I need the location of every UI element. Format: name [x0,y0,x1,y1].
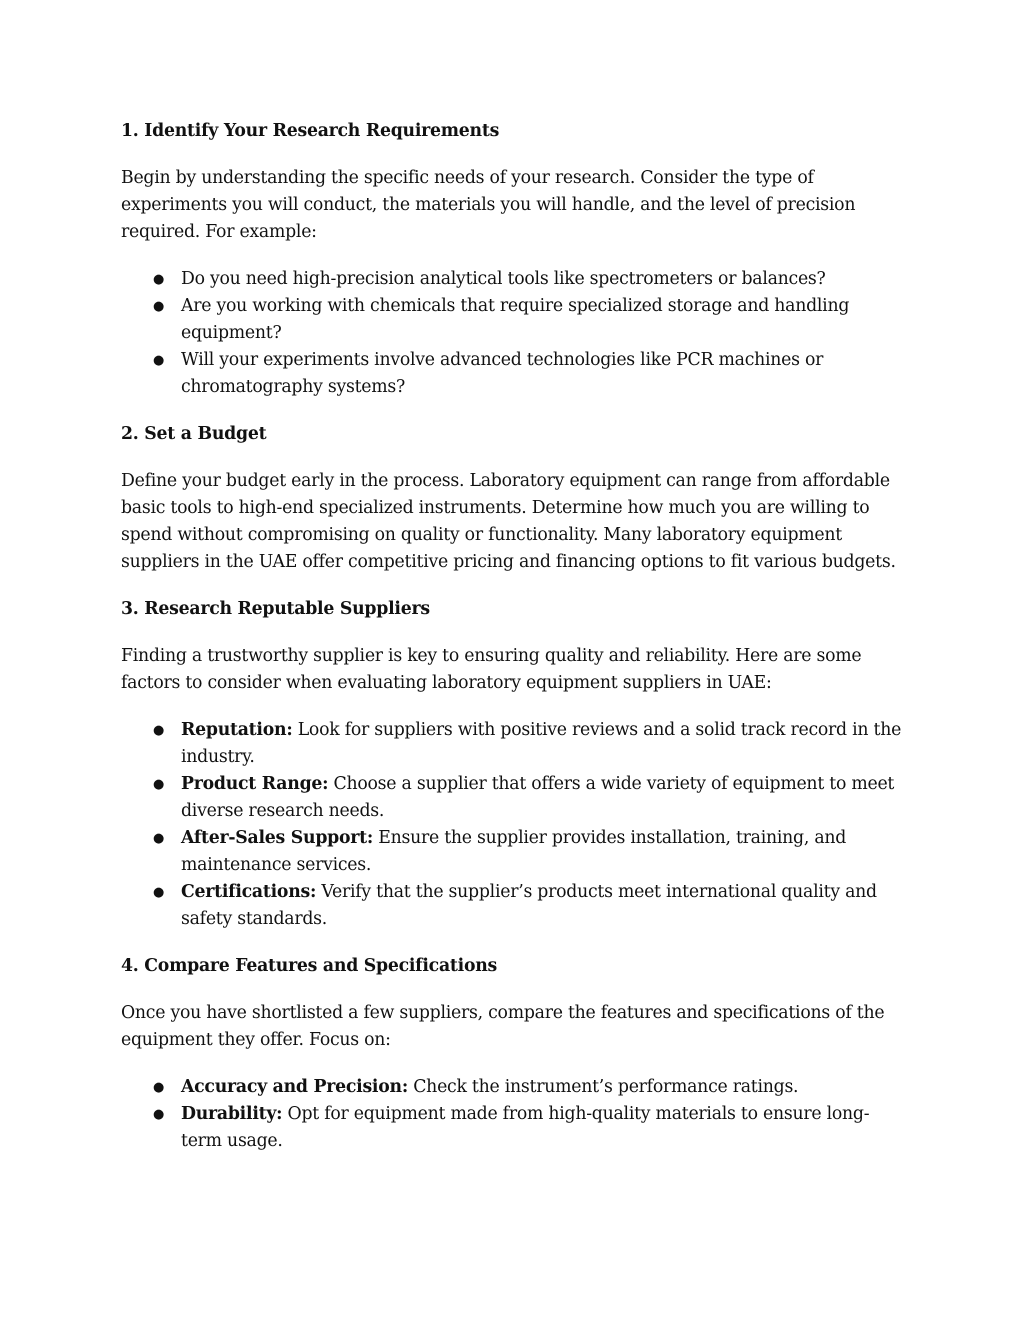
list-item-label: Certifications: [181,882,317,902]
section-paragraph: Begin by understanding the specific needs of your research. Consider the type of experiments you will conduct, the materials you will handle, and the level of precision required. For example: [121,168,856,242]
section-paragraph: Finding a trustworthy supplier is key to ensuring quality and reliability. Here are some factors to consider when evaluating laboratory equipment suppliers in UAE: [121,646,862,693]
bullet-icon: ● [153,885,165,900]
section-set-budget [121,421,906,576]
list-item-label: Product Range: [181,774,329,794]
bullet-icon: ● [153,723,165,738]
list-item-text: Will your experiments involve advanced technologies like PCR machines or chromatography systems? [181,350,824,397]
section-research-suppliers [121,596,906,933]
list-item-label: After-Sales Support: [181,828,373,848]
list-item [121,879,906,933]
list-item [121,717,906,771]
list-item [121,771,906,825]
section-compare-features [121,953,906,1155]
bullet-list [121,1074,906,1155]
list-item-text: Are you working with chemicals that require specialized storage and handling equipment? [181,296,850,343]
bullet-icon: ● [153,777,165,792]
list-item [121,266,906,293]
list-item-text: Choose a supplier that offers a wide variety of equipment to meet diverse research needs. [181,774,895,821]
bullet-icon: ● [153,1080,165,1095]
bullet-icon: ● [153,831,165,846]
section-heading: 1. Identify Your Research Requirements [121,121,500,141]
bullet-icon: ● [153,353,165,368]
list-item [121,825,906,879]
section-heading: 2. Set a Budget [121,424,267,444]
list-item-label: Reputation: [181,720,293,740]
bullet-icon: ● [153,1107,165,1122]
document-body [121,118,906,1175]
list-item-text: Verify that the supplier’s products meet international quality and safety standards. [181,882,877,929]
list-item [121,1101,906,1155]
list-item-text: Do you need high-precision analytical tools like spectrometers or balances? [181,269,826,289]
list-item-text: Check the instrument’s performance ratings. [407,1077,799,1097]
list-item-text: Opt for equipment made from high-quality materials to ensure long-term usage. [181,1104,870,1151]
list-item [121,347,906,401]
list-item-label: Durability: [181,1104,283,1124]
list-item [121,293,906,347]
section-heading: 4. Compare Features and Specifications [121,956,498,976]
list-item-text: Ensure the supplier provides installation, training, and maintenance services. [181,828,847,875]
list-item [121,1074,906,1101]
section-paragraph: Define your budget early in the process. Laboratory equipment can range from affordable basic tools to high-end specialized instruments. Determine how much you are willing to spend without compromising on quality or functionality. Many laboratory equipment suppliers in the UAE offer competitive pricing and financing options to fit various budgets. [121,471,896,572]
section-paragraph: Once you have shortlisted a few suppliers, compare the features and specifications of the equipment they offer. Focus on: [121,1003,885,1050]
bullet-icon: ● [153,299,165,314]
bullet-list [121,717,906,933]
section-identify-requirements [121,118,906,401]
list-item-label: Accuracy and Precision: [181,1077,408,1097]
list-item-text: Look for suppliers with positive reviews and a solid track record in the industry. [181,720,902,767]
section-heading: 3. Research Reputable Suppliers [121,599,430,619]
bullet-list [121,266,906,401]
bullet-icon: ● [153,272,165,287]
